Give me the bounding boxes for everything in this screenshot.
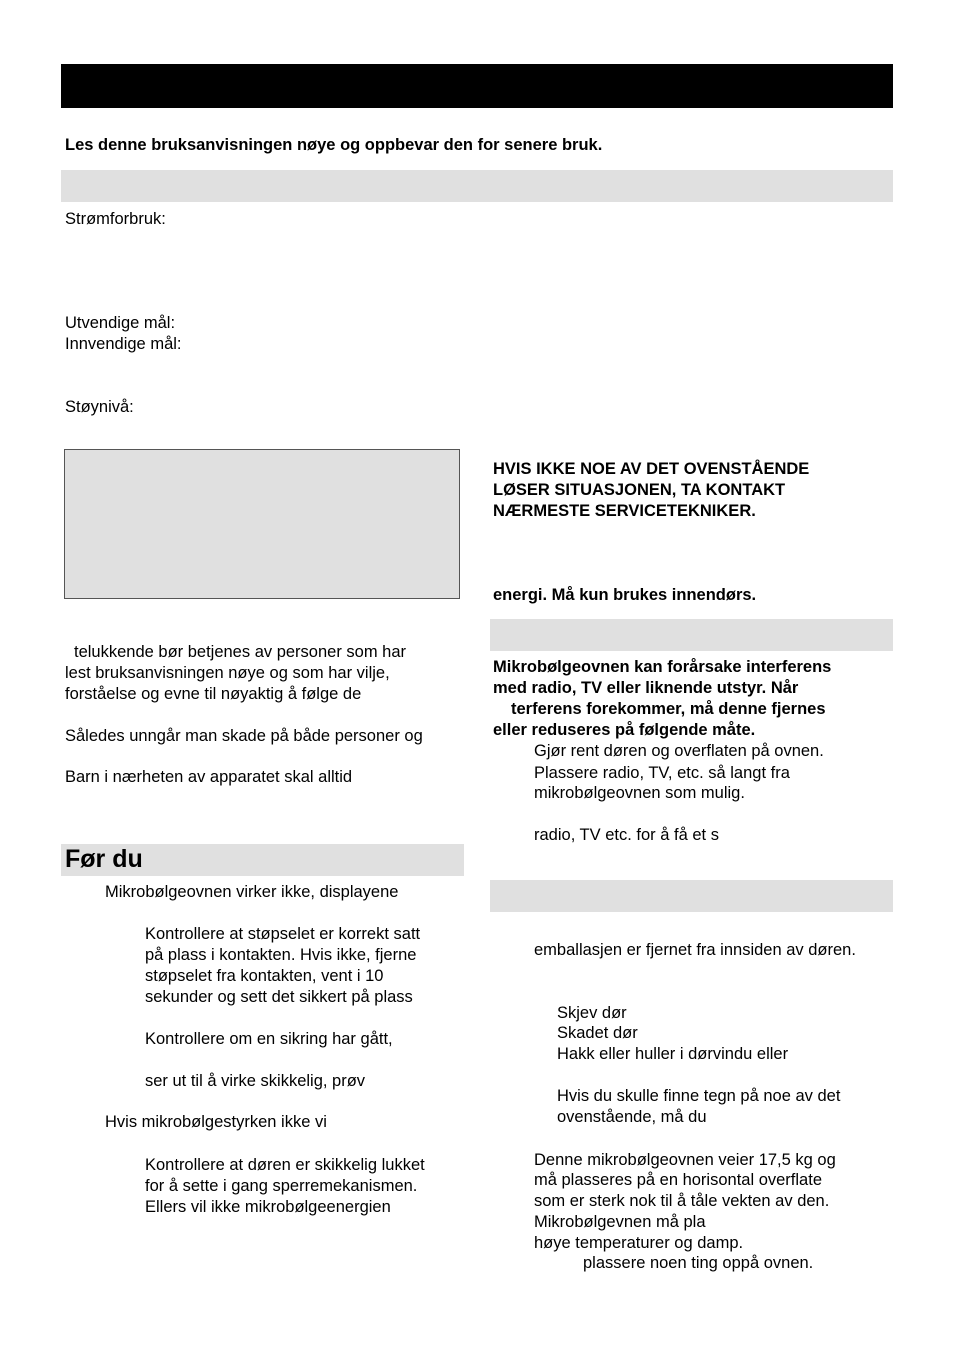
installation-heading-bar [490,880,893,912]
left-para-line: lest bruksanvisningen nøye og som har vilje, [65,664,390,682]
interference-step: Plassere radio, TV, etc. så langt fra [534,764,790,782]
install-text: Denne mikrobølgeovnen veier 17,5 kg og [534,1151,836,1169]
door-check: ovenstående, må du [557,1108,707,1126]
trouble-sub: Kontrollere at døren er skikkelig lukket [145,1156,425,1174]
interference-text: eller reduseres på følgende måte. [493,721,756,739]
spec-outer: Utvendige mål: [65,314,176,332]
left-para-line: forståelse og evne til nøyaktig å følge de [65,685,362,703]
trouble-sub: på plass i kontakten. Hvis ikke, fjerne [145,946,417,964]
specs-heading-bar [61,170,893,202]
install-text: høye temperaturer og damp. [534,1234,744,1252]
install-text: plassere noen ting oppå ovnen. [583,1254,814,1272]
service-warning: NÆRMESTE SERVICETEKNIKER. [493,502,756,520]
trouble-sub: sekunder og sett det sikkert på plass [145,988,413,1006]
interference-step: Gjør rent døren og overflaten på ovnen. [534,742,824,760]
intro-text: Les denne bruksanvisningen nøye og oppbevar den for senere bruk. [65,136,603,154]
left-para-line: Således unngår man skade på både personer og [65,727,423,745]
spec-power: Strømforbruk: [65,210,166,228]
spec-noise: Støynivå: [65,398,134,416]
door-check: Skadet dør [557,1024,638,1042]
header-bar [61,64,893,108]
door-check: Skjev dør [557,1004,627,1022]
interference-heading-bar [490,619,893,651]
trouble-item: Hvis mikrobølgestyrken ikke vi [105,1113,327,1131]
interference-step: radio, TV etc. for å få et s [534,826,719,844]
before-heading: Før du [65,845,143,873]
spec-inner: Innvendige mål: [65,335,182,353]
service-warning: HVIS IKKE NOE AV DET OVENSTÅENDE [493,460,810,478]
trouble-sub: Ellers vil ikke mikrobølgeenergien [145,1198,391,1216]
door-check: Hvis du skulle finne tegn på noe av det [557,1087,841,1105]
trouble-sub: ser ut til å virke skikkelig, prøv [145,1072,366,1090]
door-check: Hakk eller huller i dørvindu eller [557,1045,789,1063]
left-para-line: telukkende bør betjenes av personer som har [74,643,407,661]
trouble-item: Mikrobølgeovnen virker ikke, displayene [105,883,399,901]
service-warning: LØSER SITUASJONEN, TA KONTAKT [493,481,786,499]
interference-text: med radio, TV eller liknende utstyr. Når [493,679,799,697]
trouble-sub: Kontrollere om en sikring har gått, [145,1030,393,1048]
left-para-line: Barn i nærheten av apparatet skal alltid [65,768,353,786]
install-text: må plasseres på en horisontal overflate [534,1171,822,1189]
warning-box [64,449,460,599]
interference-text: Mikrobølgeovnen kan forårsake interferens [493,658,832,676]
interference-text: terferens forekommer, må denne fjernes [511,700,826,718]
indoor-note: energi. Må kun brukes innendørs. [493,586,757,604]
install-text: Mikrobølgevnen må pla [534,1213,706,1231]
trouble-sub: støpselet fra kontakten, vent i 10 [145,967,384,985]
trouble-sub: for å sette i gang sperremekanismen. [145,1177,418,1195]
trouble-sub: Kontrollere at støpselet er korrekt satt [145,925,421,943]
install-text: som er sterk nok til å tåle vekten av den. [534,1192,830,1210]
interference-step: mikrobølgeovnen som mulig. [534,784,745,802]
install-text: emballasjen er fjernet fra innsiden av døren. [534,941,856,959]
